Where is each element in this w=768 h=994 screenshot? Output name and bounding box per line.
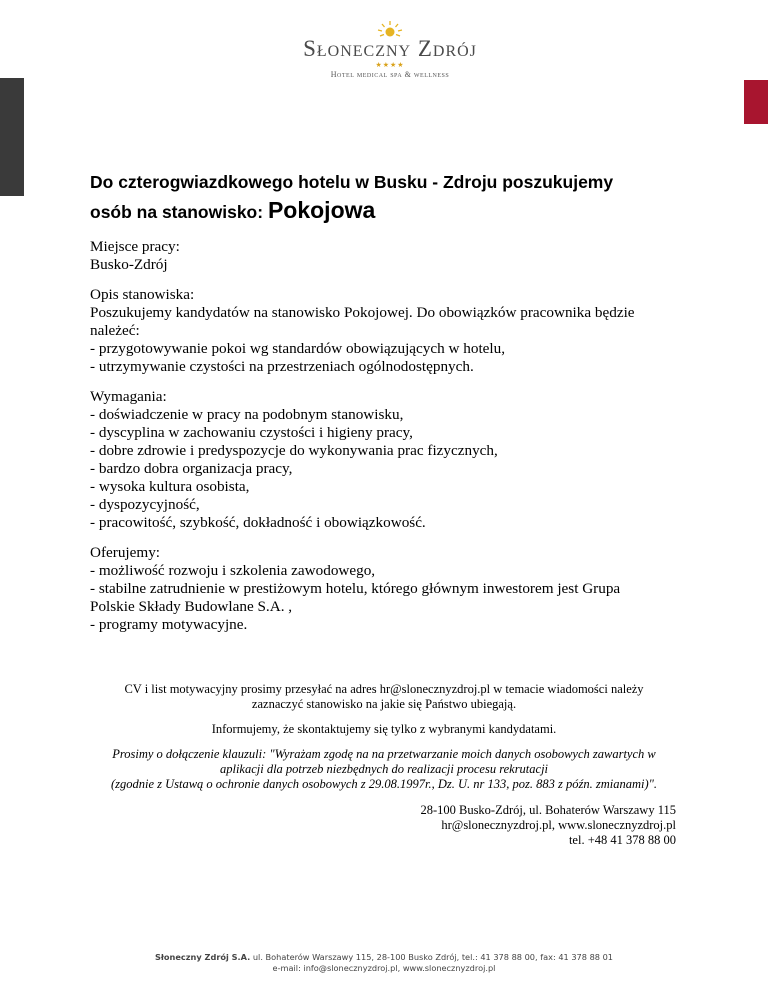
section-line: - bardzo dobra organizacja pracy, bbox=[90, 460, 293, 477]
section-line: - przygotowywanie pokoi wg standardów obowiązujących w hotelu, bbox=[90, 340, 506, 357]
footer-line2: e-mail: info@slonecznyzdroj.pl, www.slonecznyzdroj.pl bbox=[272, 963, 496, 973]
clause-line3: (zgodnie z Ustawą o ochronie danych osobowych z 29.08.1997r., Dz. U. nr 133, poz. 883 z późn. zmianami)". bbox=[110, 777, 658, 791]
section-title: Wymagania: bbox=[90, 388, 167, 405]
address-line: 28-100 Busko-Zdrój, ul. Bohaterów Warszawy 115 bbox=[420, 803, 676, 817]
hotel-address bbox=[360, 803, 676, 848]
offer-heading bbox=[90, 168, 690, 226]
application-info bbox=[90, 682, 678, 802]
section-line: - dyspozycyjność, bbox=[90, 496, 200, 513]
page-footer bbox=[0, 952, 768, 974]
section-workplace bbox=[90, 238, 690, 274]
clause-line2: aplikacji dla potrzeb niezbędnych do realizacji procesu rekrutacji bbox=[219, 762, 549, 776]
section-line: - pracowitość, szybkość, dokładność i obowiązkowość. bbox=[90, 514, 426, 531]
section-title: Miejsce pracy: bbox=[90, 238, 180, 255]
logo-brand-name: Słoneczny Zdrój bbox=[303, 36, 477, 61]
section-line: - utrzymywanie czystości na przestrzeniach ogólnodostępnych. bbox=[90, 358, 474, 375]
section-description bbox=[90, 286, 690, 376]
hotel-logo bbox=[270, 20, 510, 80]
address-line: tel. +48 41 378 88 00 bbox=[568, 833, 676, 847]
heading-line2-prefix: osób na stanowisko: bbox=[90, 202, 264, 222]
section-offer bbox=[90, 544, 690, 634]
footer-company: Słoneczny Zdrój S.A. bbox=[154, 952, 251, 962]
position-title: Pokojowa bbox=[267, 197, 376, 223]
right-decor-bar bbox=[744, 80, 768, 124]
section-line: - dobre zdrowie i predyspozycje do wykonywania prac fizycznych, bbox=[90, 442, 498, 459]
section-title: Opis stanowiska: bbox=[90, 286, 195, 303]
section-line: - stabilne zatrudnienie w prestiżowym hotelu, którego głównym inwestorem jest Grupa bbox=[90, 580, 621, 597]
section-line: - wysoka kultura osobista, bbox=[90, 478, 250, 495]
footer-address: ul. Bohaterów Warszawy 115, 28-100 Busko Zdrój, tel.: 41 378 88 00, fax: 41 378 88 01 bbox=[250, 952, 614, 962]
address-line: hr@slonecznyzdroj.pl, www.slonecznyzdroj.pl bbox=[441, 818, 676, 832]
section-line: - możliwość rozwoju i szkolenia zawodowego, bbox=[90, 562, 376, 579]
section-line: należeć: bbox=[90, 322, 140, 339]
footer-line1 bbox=[0, 952, 768, 963]
logo-stars: ★★★★ bbox=[375, 61, 405, 69]
section-title: Oferujemy: bbox=[90, 544, 161, 561]
clause-line1: Prosimy o dołączenie klauzuli: "Wyrażam zgodę na na przetwarzanie moich danych osobowych zawartych w bbox=[112, 747, 656, 761]
section-line: Polskie Składy Budowlane S.A. , bbox=[90, 598, 293, 615]
logo-tagline: Hotel medical spa & wellness bbox=[330, 70, 450, 79]
job-offer-content bbox=[90, 168, 690, 634]
section-line: - dyscyplina w zachowaniu czystości i higieny pracy, bbox=[90, 424, 413, 441]
section-requirements bbox=[90, 388, 690, 532]
gdpr-clause bbox=[90, 747, 678, 792]
heading-line1: Do czterogwiazdkowego hotelu w Busku - Zdroju poszukujemy bbox=[90, 172, 614, 192]
cv-instructions bbox=[90, 682, 678, 712]
contact-notice: Informujemy, że skontaktujemy się tylko z wybranymi kandydatami. bbox=[211, 722, 557, 736]
cv-line2: zaznaczyć stanowisko na jakie się Państwo ubiegają. bbox=[251, 697, 517, 711]
cv-line1: CV i list motywacyjny prosimy przesyłać na adres hr@slonecznyzdroj.pl w temacie wiadomości należy bbox=[124, 682, 644, 696]
section-line: Busko-Zdrój bbox=[90, 256, 168, 273]
left-decor-bar bbox=[0, 78, 24, 196]
section-line: - doświadczenie w pracy na podobnym stanowisku, bbox=[90, 406, 404, 423]
section-line: - programy motywacyjne. bbox=[90, 616, 248, 633]
section-line: Poszukujemy kandydatów na stanowisko Pokojowej. Do obowiązków pracownika będzie bbox=[90, 304, 635, 321]
